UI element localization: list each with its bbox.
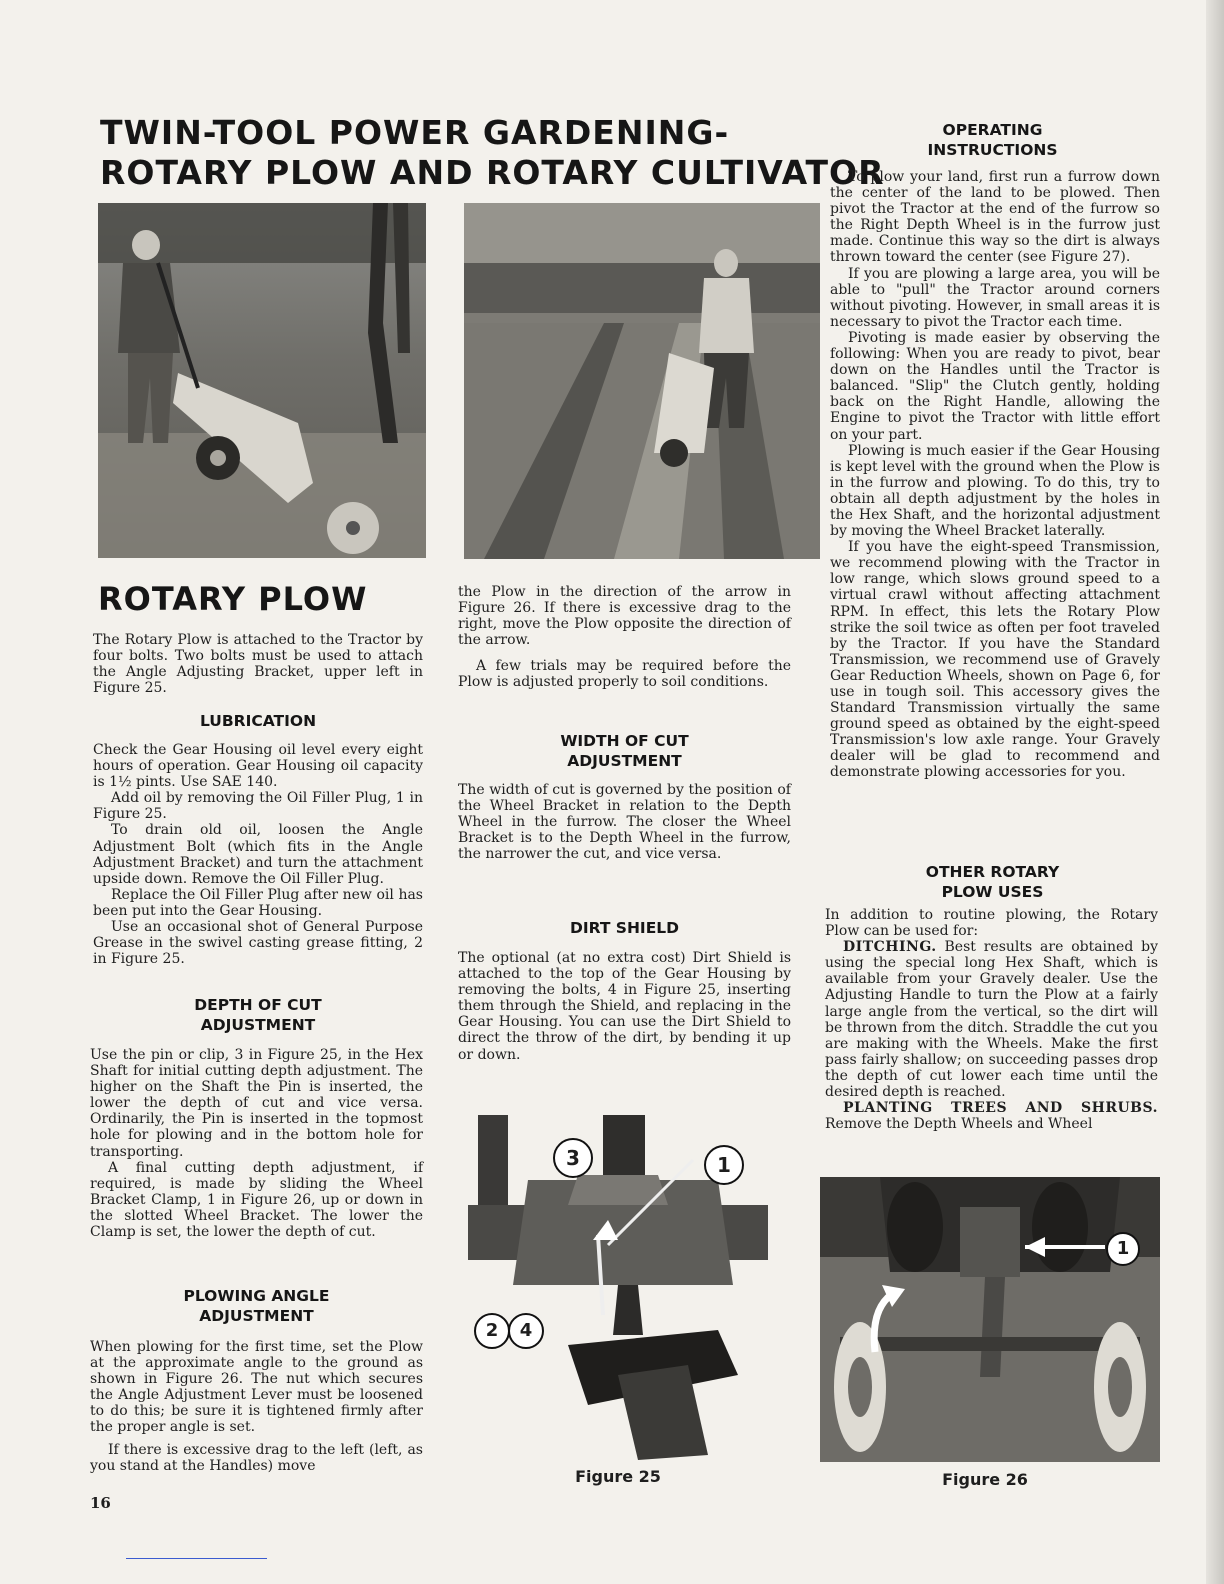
heading-dirt-shield: DIRT SHIELD bbox=[569, 919, 680, 937]
heading-lubrication: LUBRICATION bbox=[199, 712, 317, 730]
other-uses-text bbox=[825, 907, 1158, 1132]
depth-paragraph-2: A final cutting depth adjustment, if required, is made by sliding the Wheel Bracket Clamp, 1 in Figure 26, up or down in the slotted Wheel Bracket. The lower the Clamp is set, the lower the depth of cut. bbox=[90, 1159, 423, 1241]
heading-plowing-angle bbox=[90, 1286, 423, 1326]
width-text bbox=[458, 782, 791, 862]
operating-paragraph-2: If you are plowing a large area, you will be able to "pull" the Tractor around corners without pivoting. However, in small areas it is necessary to pivot the Tractor each time. bbox=[830, 265, 1160, 330]
heading-width-line2: ADJUSTMENT bbox=[567, 752, 682, 770]
angle-paragraph-1: When plowing for the first time, set the Plow at the approximate angle to the ground as shown in Figure 26. The nut which secures the Angle Adjustment Lever must be loosened to do this; be sure it is tightened firmly after the proper angle is set. bbox=[90, 1339, 423, 1436]
dirt-shield-text bbox=[458, 950, 791, 1063]
heading-operating-line1: OPERATING bbox=[942, 121, 1043, 139]
continued-paragraph: the Plow in the direction of the arrow in Figure 26. If there is excessive drag to the right, move the Plow opposite the direction of the arrow. bbox=[458, 584, 791, 649]
figure-26-caption: Figure 26 bbox=[942, 1470, 1028, 1489]
heading-depth-of-cut bbox=[93, 995, 423, 1035]
planting-label: PLANTING TREES AND SHRUBS. bbox=[843, 1100, 1158, 1117]
heading-angle-line1: PLOWING ANGLE bbox=[183, 1287, 330, 1305]
ditching-paragraph bbox=[825, 939, 1158, 1100]
trials-paragraph: A few trials may be required before the Plow is adjusted properly to soil conditions. bbox=[458, 658, 791, 691]
callout-2: 2 bbox=[474, 1313, 510, 1349]
figure-26-callout-1: 1 bbox=[1106, 1232, 1140, 1266]
heading-operating-line2: INSTRUCTIONS bbox=[927, 141, 1058, 159]
col2-continued-text bbox=[458, 584, 791, 691]
figure-25-caption: Figure 25 bbox=[575, 1467, 661, 1486]
photo-cultivating-rows bbox=[464, 203, 820, 559]
heading-depth-line2: ADJUSTMENT bbox=[200, 1016, 316, 1034]
callout-4: 4 bbox=[508, 1313, 544, 1349]
photo-plowing-under-tree bbox=[98, 203, 426, 558]
callout-3: 3 bbox=[553, 1138, 593, 1178]
depth-text bbox=[90, 1047, 423, 1240]
page-number: 16 bbox=[90, 1494, 111, 1512]
operating-paragraph-4: Plowing is much easier if the Gear Housing is kept level with the ground when the Plow is in the furrow and plowing. To do this, try to obtain all depth adjustment by the holes in the Hex Shaft, and the horizontal adjustment by moving the Wheel Bracket laterally. bbox=[830, 442, 1160, 540]
angle-text bbox=[90, 1339, 423, 1474]
heading-rotary-plow: ROTARY PLOW bbox=[98, 580, 368, 618]
callout-1: 1 bbox=[704, 1145, 744, 1185]
lubrication-paragraph-1: Check the Gear Housing oil level every eight hours of operation. Gear Housing oil capacity is 1½ pints. Use SAE 140. bbox=[93, 742, 423, 791]
operating-paragraph-3: Pivoting is made easier by observing the following: When you are ready to pivot, bear down on the Handles until the Tractor is balanced. "Slip" the Clutch gently, holding back on the Right Handle, allowing the Engine to pivot the Tractor with little effort on your part. bbox=[830, 329, 1160, 443]
heading-other-uses bbox=[825, 862, 1160, 902]
operating-text bbox=[830, 169, 1160, 781]
lubrication-paragraph-2: Add oil by removing the Oil Filler Plug, 1 in Figure 25. bbox=[93, 790, 423, 823]
heading-width-line1: WIDTH OF CUT bbox=[560, 732, 689, 750]
lubrication-paragraph-5: Use an occasional shot of General Purpose Grease in the swivel casting grease fitting, 2 in Figure 25. bbox=[93, 919, 423, 968]
angle-paragraph-2: If there is excessive drag to the left (left, as you stand at the Handles) move bbox=[90, 1441, 423, 1474]
heading-other-line2: PLOW USES bbox=[941, 883, 1044, 901]
rotary-plow-intro bbox=[93, 632, 423, 696]
page-title-line2: ROTARY PLOW AND ROTARY CULTIVATOR bbox=[100, 153, 885, 192]
figure-25-gear-housing bbox=[468, 1115, 768, 1463]
heading-operating-instructions bbox=[825, 120, 1160, 160]
planting-paragraph bbox=[825, 1100, 1158, 1132]
ditching-label: DITCHING. bbox=[843, 939, 937, 956]
heading-depth-line1: DEPTH OF CUT bbox=[194, 996, 322, 1014]
figure-26-wheels bbox=[820, 1177, 1160, 1462]
heading-other-line1: OTHER ROTARY bbox=[925, 863, 1060, 881]
width-paragraph: The width of cut is governed by the position of the Wheel Bracket in relation to the Depth Wheel in the furrow. The closer the Wheel Bracket is to the Depth Wheel in the furrow, the narrower the cut, and vice versa. bbox=[458, 782, 791, 863]
lubrication-paragraph-3: To drain old oil, loosen the Angle Adjustment Bolt (which fits in the Angle Adjustment Bracket) and turn the attachment upside down. Remove the Oil Filler Plug. bbox=[93, 822, 423, 887]
operating-paragraph-5: If you have the eight-speed Transmission, we recommend plowing with the Tractor in low range, which slows ground speed to a virtual crawl without affecting attachment RPM. In effect, this lets the Rotary Plow strike the soil twice as often per foot traveled by the Tractor. If you have the Standard Transmission, we recommend use of Gravely Gear Reduction Wheels, shown on Page 6, for use in tough soil. This accessory gives the Standard Transmission virtually the same ground speed as obtained by the eight-speed Transmission's low axle range. Your Gravely dealer will be glad to recommend and demonstrate plowing accessories for you. bbox=[830, 539, 1160, 781]
footer-rule bbox=[126, 1558, 267, 1559]
lubrication-paragraph-4: Replace the Oil Filler Plug after new oil has been put into the Gear Housing. bbox=[93, 886, 423, 919]
ditching-text: Best results are obtained by using the special long Hex Shaft, which is available from your Gravely dealer. Use the Adjusting Handle to turn the Plow at a fairly large angle from the vertical, so the dirt will be thrown from the ditch. Straddle the cut you are making with the Wheels. Make the first pass fairly shallow; on succeeding passes drop the depth of cut lower each time until the desired depth is reached. bbox=[825, 939, 1159, 1101]
planting-text: Remove the Depth Wheels and Wheel bbox=[825, 1116, 1093, 1133]
heading-angle-line2: ADJUSTMENT bbox=[199, 1307, 314, 1325]
heading-width-of-cut bbox=[458, 731, 791, 771]
dirt-shield-paragraph: The optional (at no extra cost) Dirt Shield is attached to the top of the Gear Housing by removing the bolts, 4 in Figure 25, inserting them through the Shield, and replacing in the Gear Housing. You can use the Dirt Shield to direct the throw of the dirt, by bending it up or down. bbox=[458, 950, 791, 1063]
other-intro-paragraph: In addition to routine plowing, the Rotary Plow can be used for: bbox=[825, 907, 1158, 940]
lubrication-text bbox=[93, 742, 423, 967]
depth-paragraph-1: Use the pin or clip, 3 in Figure 25, in the Hex Shaft for initial cutting depth adjustment. The higher on the Shaft the Pin is inserted, the lower the depth of cut and vice versa. Ordinarily, the Pin is inserted in the topmost hole for plowing and in the bottom hole for transporting. bbox=[90, 1047, 423, 1160]
page-edge bbox=[1206, 0, 1224, 1584]
operating-paragraph-1: To plow your land, first run a furrow down the center of the land to be plowed. Then pivot the Tractor at the end of the furrow so the Right Depth Wheel is in the furrow just made. Continue this way so the dirt is always thrown toward the center (see Figure 27). bbox=[830, 169, 1160, 266]
intro-paragraph: The Rotary Plow is attached to the Tractor by four bolts. Two bolts must be used to attach the Angle Adjusting Bracket, upper left in Figure 25. bbox=[93, 632, 423, 697]
page-title-line1: TWIN-TOOL POWER GARDENING- bbox=[100, 113, 730, 152]
